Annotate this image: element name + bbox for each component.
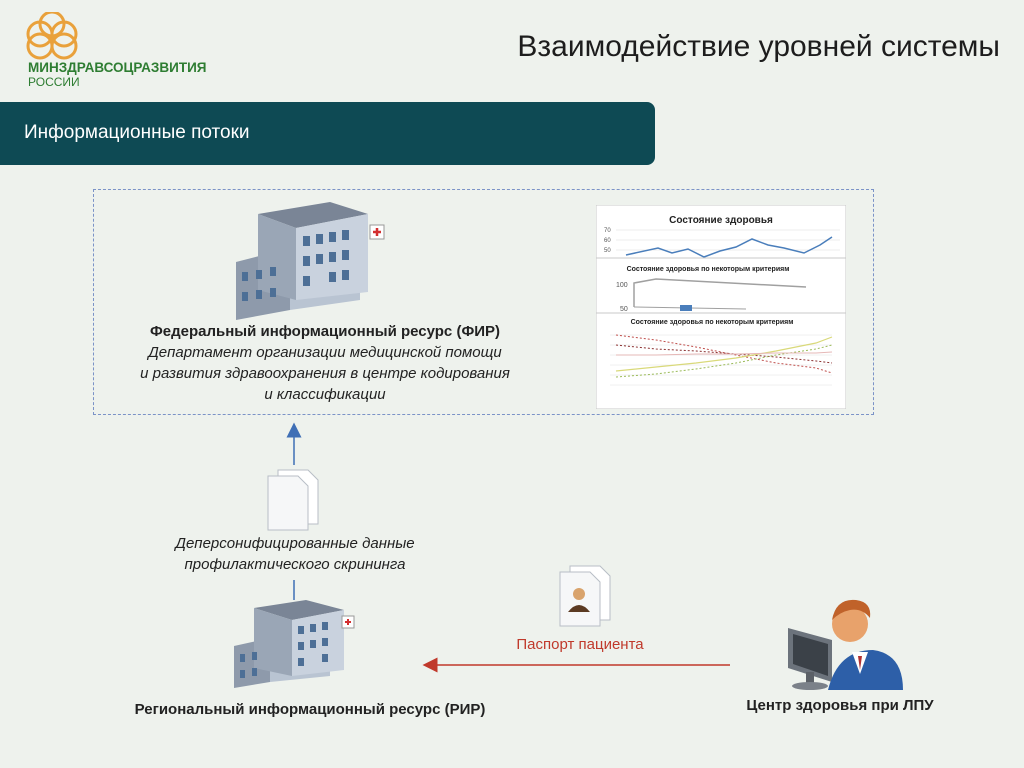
logo-line1: МИНЗДРАВСОЦРАЗВИТИЯ [28, 60, 207, 75]
document-stack-icon [268, 470, 318, 530]
health-charts-panel [596, 205, 846, 409]
fir-caption [95, 321, 555, 405]
section-banner-text: Информационные потоки [24, 122, 250, 143]
chart1-title: Состояние здоровья [669, 215, 773, 226]
depersonalized-data-caption [130, 533, 460, 575]
passport-label: Паспорт пациента [516, 636, 644, 653]
logo-line2: РОССИИ [28, 75, 80, 89]
fir-title: Федеральный информационный ресурс (ФИР) [149, 323, 501, 340]
fir-desc-line: и развития здравоохранения в центре кодирования [140, 365, 510, 382]
federal-building-icon [236, 202, 384, 320]
regional-building-icon [234, 600, 354, 688]
health-charts [596, 205, 846, 409]
depers-line: профилактического скрининга [184, 556, 406, 573]
patient-passport-icon [560, 566, 610, 626]
chart2-tick: 50 [620, 306, 628, 313]
fir-description [95, 342, 555, 405]
health-center-label: Центр здоровья при ЛПУ [746, 697, 934, 714]
chart1-tick: 50 [604, 248, 611, 254]
fir-desc-line: и классификации [264, 386, 386, 403]
slide-title: Взаимодействие уровней системы [517, 30, 1000, 63]
chart3-title: Состояние здоровья по некоторым критериям [630, 319, 794, 326]
chart2-tick: 100 [616, 282, 628, 289]
depers-line: Деперсонифицированные данные [175, 535, 415, 552]
chart1-tick: 70 [604, 228, 611, 234]
fir-desc-line: Департамент организации медицинской помощи [148, 344, 502, 361]
chart1-tick: 60 [604, 238, 611, 244]
chart2-title: Состояние здоровья по некоторым критериям [626, 266, 790, 273]
rir-label: Региональный информационный ресурс (РИР) [134, 701, 486, 718]
person-at-computer-icon [788, 600, 903, 690]
